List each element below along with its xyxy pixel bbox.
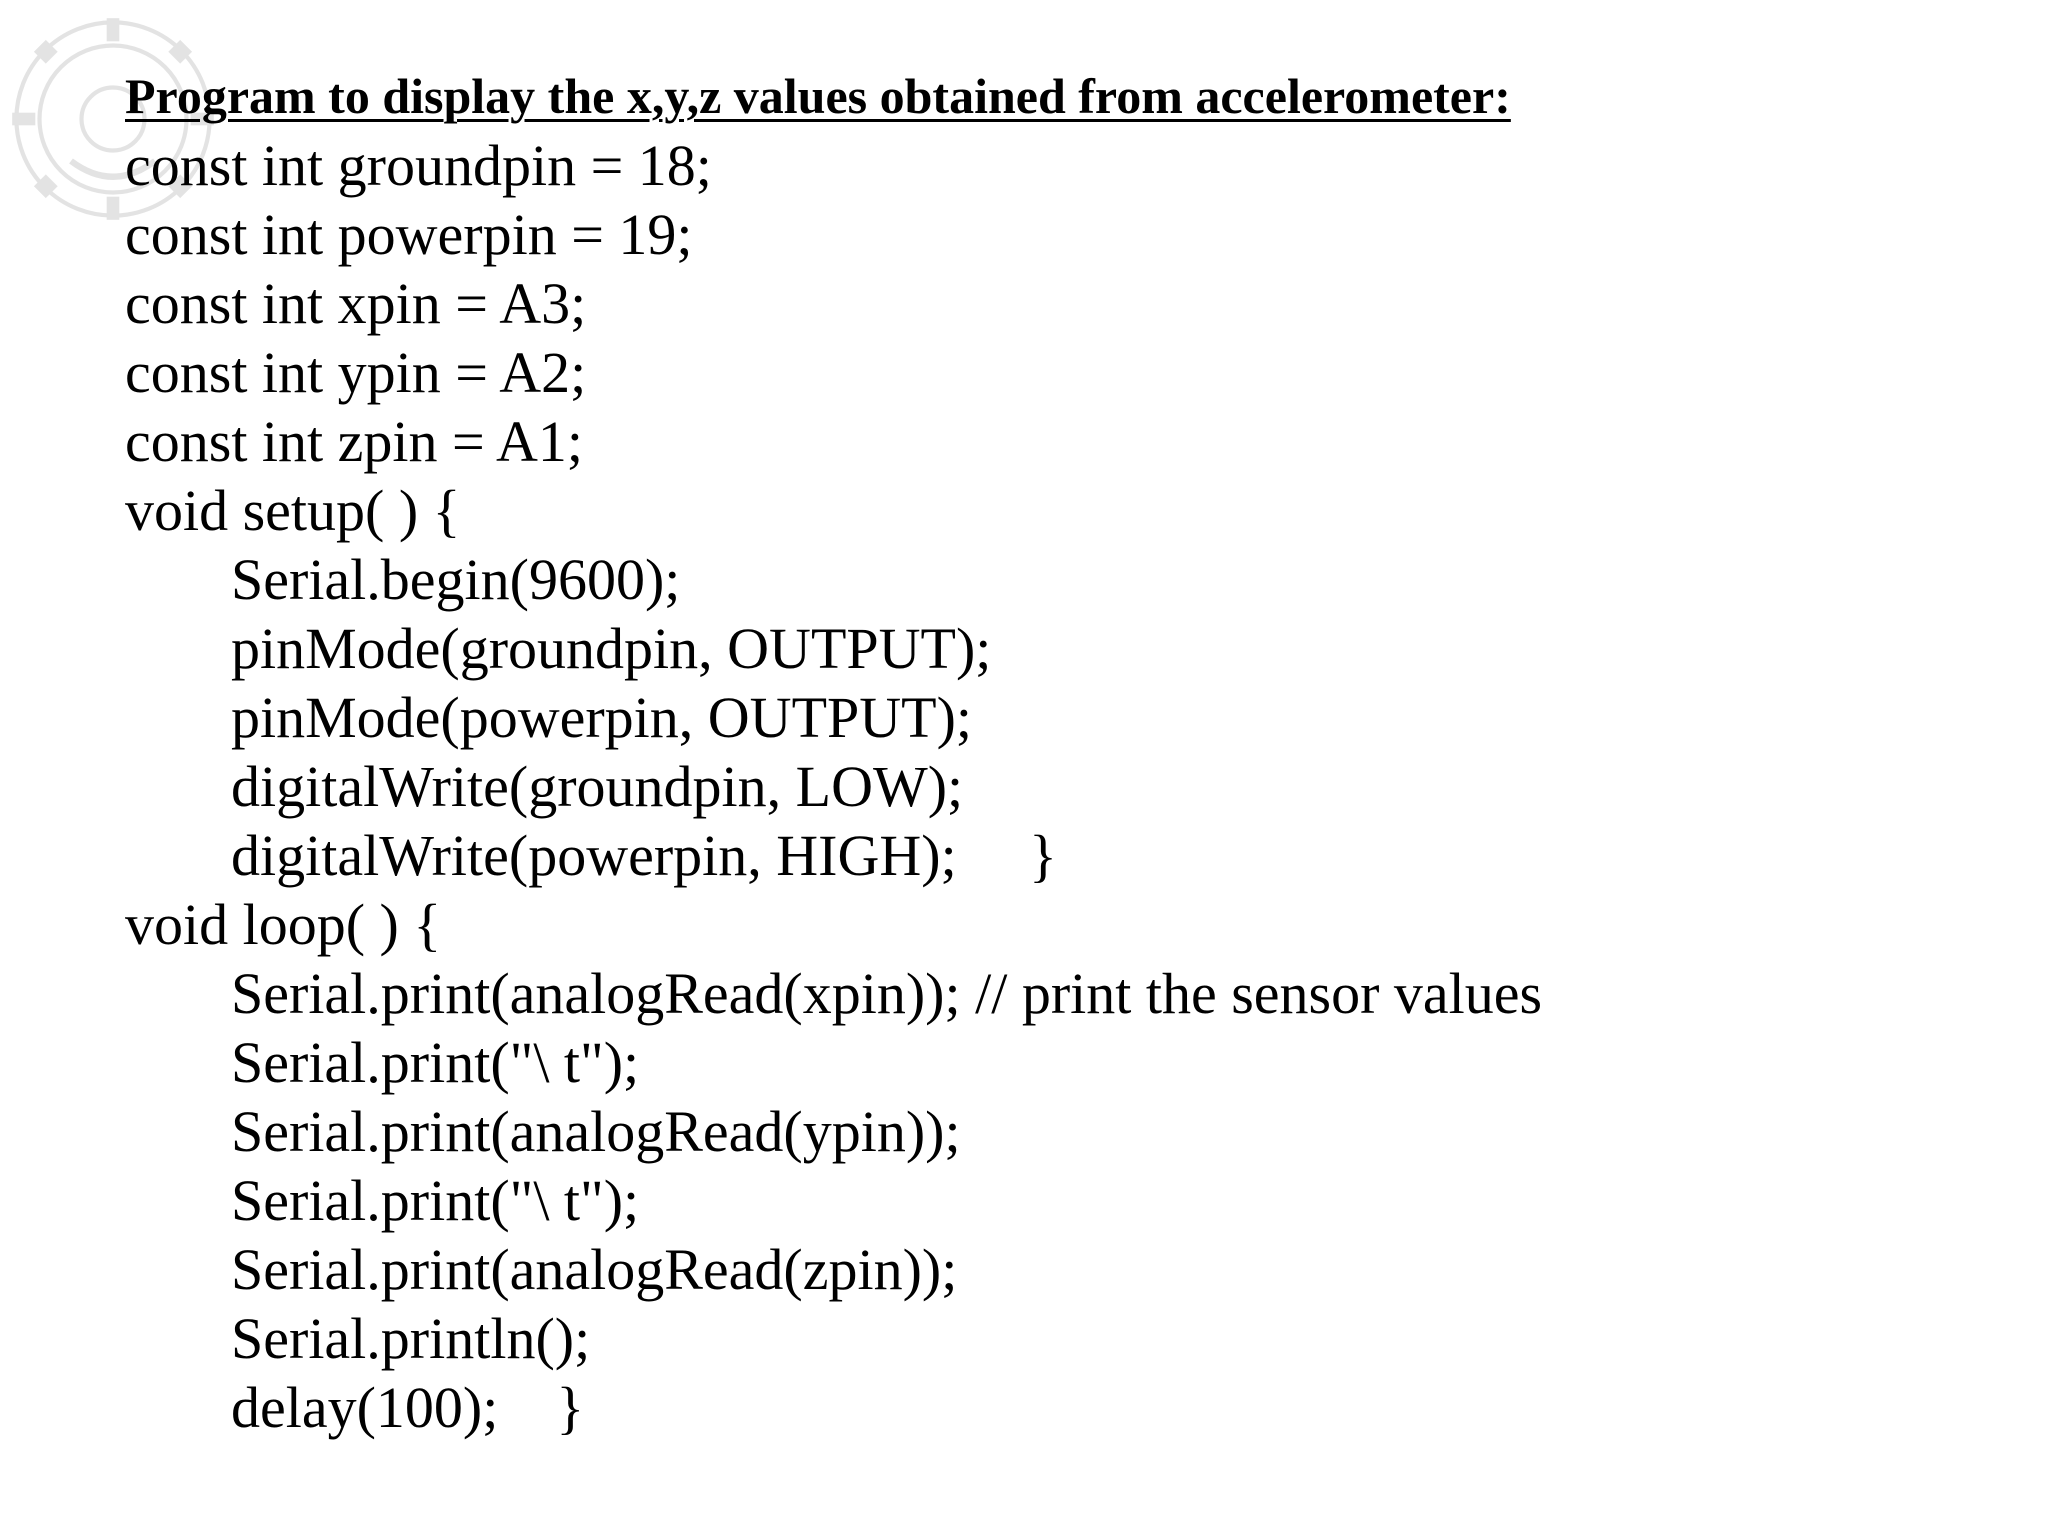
code-block: [125, 131, 1542, 1442]
code-line: digitalWrite(powerpin, HIGH); }: [231, 823, 1058, 888]
code-line: const int zpin = A1;: [125, 409, 584, 474]
code-line: const int powerpin = 19;: [125, 202, 693, 267]
code-line: Serial.print("\ t");: [231, 1168, 640, 1233]
code-line: pinMode(groundpin, OUTPUT);: [231, 616, 992, 681]
code-line: pinMode(powerpin, OUTPUT);: [231, 685, 973, 750]
code-line: Serial.print("\ t");: [231, 1030, 640, 1095]
slide-title: Program to display the x,y,z values obtained from accelerometer:: [125, 68, 1511, 124]
code-line: delay(100); }: [231, 1375, 585, 1440]
code-line: Serial.begin(9600);: [231, 547, 681, 612]
code-line: const int xpin = A3;: [125, 271, 587, 336]
code-line: Serial.println();: [231, 1306, 591, 1371]
code-line: const int groundpin = 18;: [125, 133, 712, 198]
code-line: Serial.print(analogRead(xpin)); // print the sensor values: [231, 961, 1543, 1026]
code-line: const int ypin = A2;: [125, 340, 587, 405]
slide-content: [125, 62, 1542, 1442]
code-line: void setup( ) {: [125, 478, 461, 543]
code-line: void loop( ) {: [125, 892, 442, 957]
code-line: Serial.print(analogRead(ypin));: [231, 1099, 961, 1164]
code-line: Serial.print(analogRead(zpin));: [231, 1237, 958, 1302]
code-line: digitalWrite(groundpin, LOW);: [231, 754, 964, 819]
